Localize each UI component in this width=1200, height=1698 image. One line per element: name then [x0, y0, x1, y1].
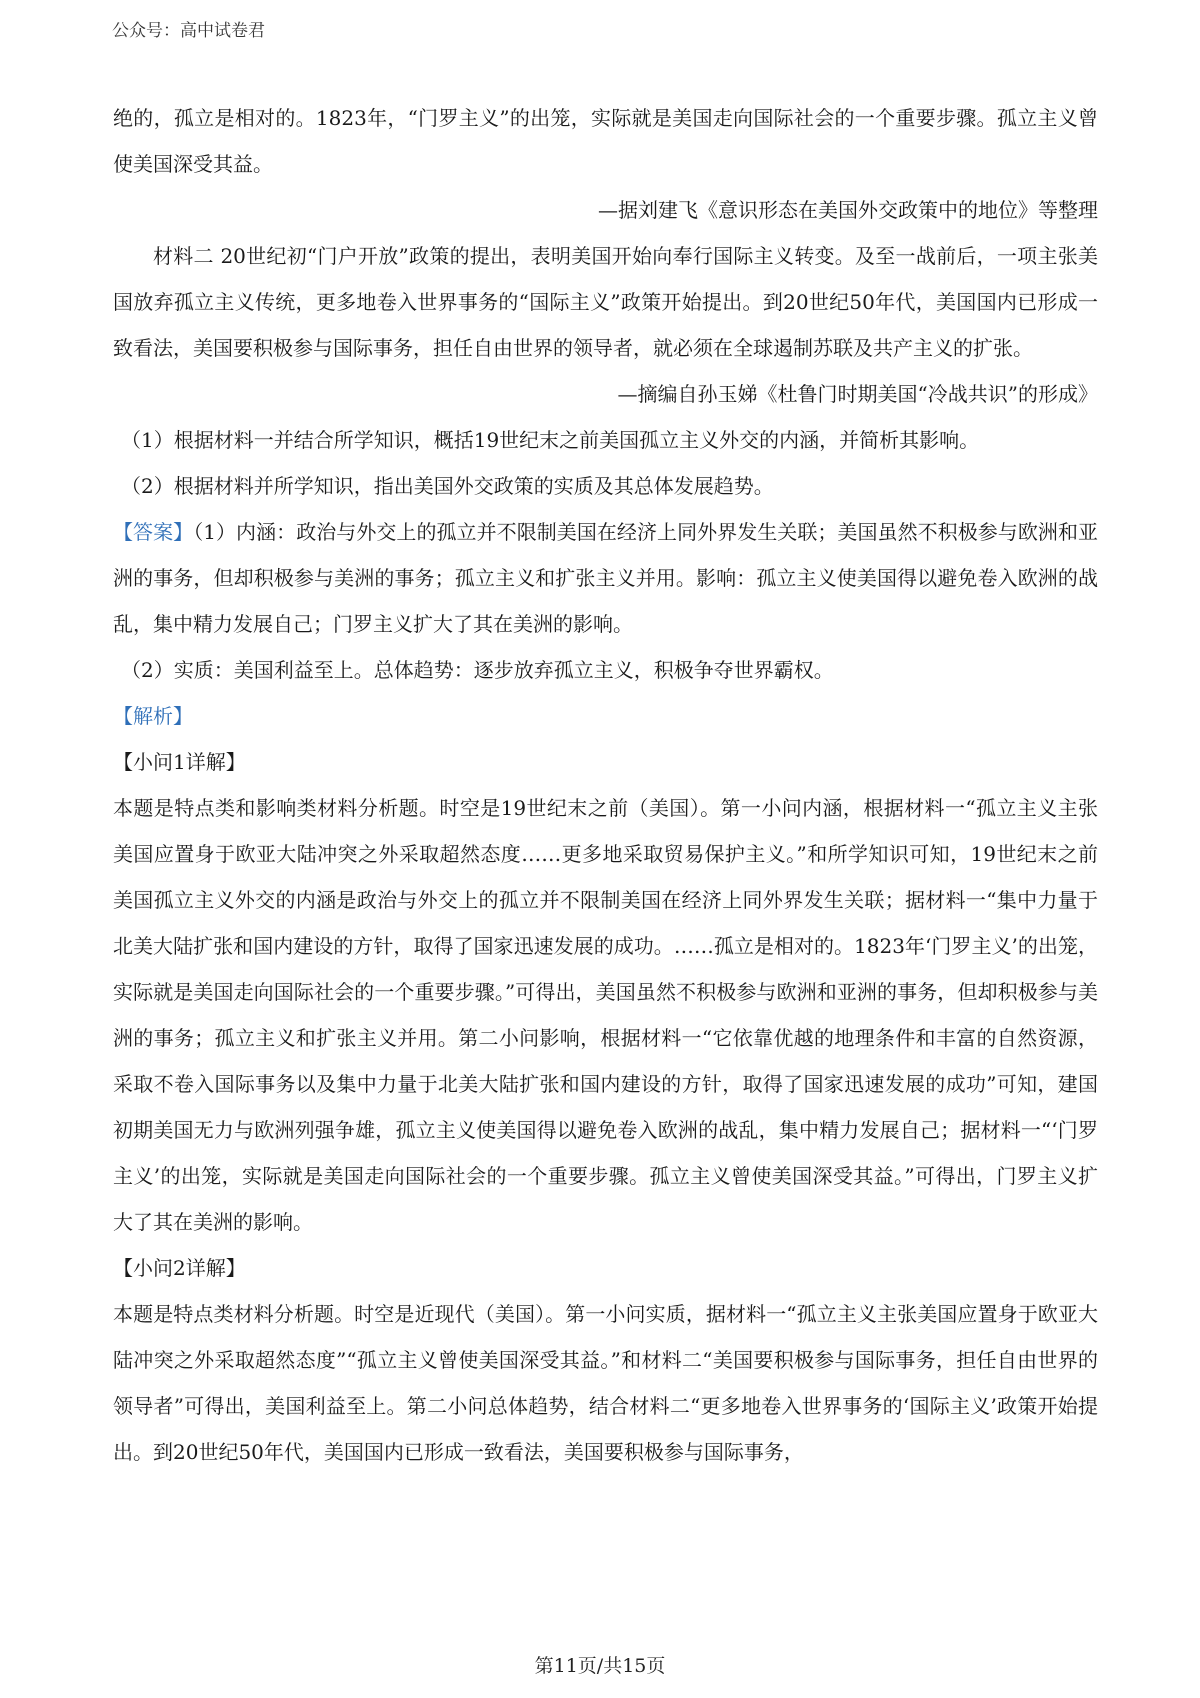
answer-part1-text: （1）内涵：政治与外交上的孤立并不限制美国在经济上同外界发生关联；美国虽然不积极参与欧洲和亚洲的事务，但却积极参与美洲的事务；孤立主义和扩张主义并用。影响：孤立主义使美国得以避免卷入欧洲的战乱，集中精力发展自己；门罗主义扩大了其在美洲的影响。	[113, 520, 1098, 636]
material2-text: 材料二 20世纪初“门户开放”政策的提出，表明美国开始向奉行国际主义转变。及至一战前后，一项主张美国放弃孤立主义传统，更多地卷入世界事务的“国际主义”政策开始提出。到20世纪50年代，美国国内已形成一致看法，美国要积极参与国际事务，担任自由世界的领导者，就必须在全球遏制苏联及共产主义的扩张。	[113, 244, 1098, 360]
sub2-text: 本题是特点类材料分析题。时空是近现代（美国）。第一小问实质，据材料一“孤立主义主张美国应置身于欧亚大陆冲突之外采取超然态度”“孤立主义曾使美国深受其益。”和材料二“美国要积极参与国际事务，担任自由世界的领导者”可得出，美国利益至上。第二小问总体趋势，结合材料二“更多地卷入世界事务的‘国际主义’政策开始提出。到20世纪50年代，美国国内已形成一致看法，美国要积极参与国际事务，	[113, 1302, 1098, 1464]
sub1-title: 【小问1详解】	[113, 750, 246, 774]
question-2: （2）根据材料并所学知识，指出美国外交政策的实质及其总体发展趋势。	[121, 474, 774, 498]
answer-part2: （2）实质：美国利益至上。总体趋势：逐步放弃孤立主义，积极争夺世界霸权。	[121, 658, 834, 682]
page-number: 第11页/共15页	[534, 1655, 666, 1677]
material1-source: —据刘建飞《意识形态在美国外交政策中的地位》等整理	[598, 198, 1098, 222]
material2-source: —摘编自孙玉娣《杜鲁门时期美国“冷战共识”的形成》	[617, 382, 1098, 406]
material1-tail: 绝的，孤立是相对的。1823年，“门罗主义”的出笼，实际就是美国走向国际社会的一个重要步骤。孤立主义曾使美国深受其益。	[113, 106, 1098, 176]
sub2-title: 【小问2详解】	[113, 1256, 246, 1280]
sub1-text: 本题是特点类和影响类材料分析题。时空是19世纪末之前（美国）。第一小问内涵，根据材料一“孤立主义主张美国应置身于欧亚大陆冲突之外采取超然态度……更多地采取贸易保护主义。”和所学知识可知，19世纪末之前美国孤立主义外交的内涵是政治与外交上的孤立并不限制美国在经济上同外界发生关联；据材料一“集中力量于北美大陆扩张和国内建设的方针，取得了国家迅速发展的成功。……孤立是相对的。1823年‘门罗主义’的出笼，实际就是美国走向国际社会的一个重要步骤。”可得出，美国虽然不积极参与欧洲和亚洲的事务，但却积极参与美洲的事务；孤立主义和扩张主义并用。第二小问影响，根据材料一“它依靠优越的地理条件和丰富的自然资源，采取不卷入国际事务以及集中力量于北美大陆扩张和国内建设的方针，取得了国家迅速发展的成功”可知，建国初期美国无力与欧洲列强争雄，孤立主义使美国得以避免卷入欧洲的战乱，集中精力发展自己；据材料一“‘门罗主义’的出笼，实际就是美国走向国际社会的一个重要步骤。孤立主义曾使美国深受其益。”可得出，门罗主义扩大了其在美洲的影响。	[113, 796, 1098, 1234]
analysis-tag: 【解析】	[113, 704, 193, 728]
page-header: 公众号：高中试卷君	[112, 21, 265, 41]
answer-tag: 【答案】	[113, 520, 194, 544]
answer-part1	[113, 509, 1098, 647]
question-1: （1）根据材料一并结合所学知识，概括19世纪末之前美国孤立主义外交的内涵，并简析其影响。	[121, 428, 980, 452]
page-content	[113, 95, 1098, 1475]
